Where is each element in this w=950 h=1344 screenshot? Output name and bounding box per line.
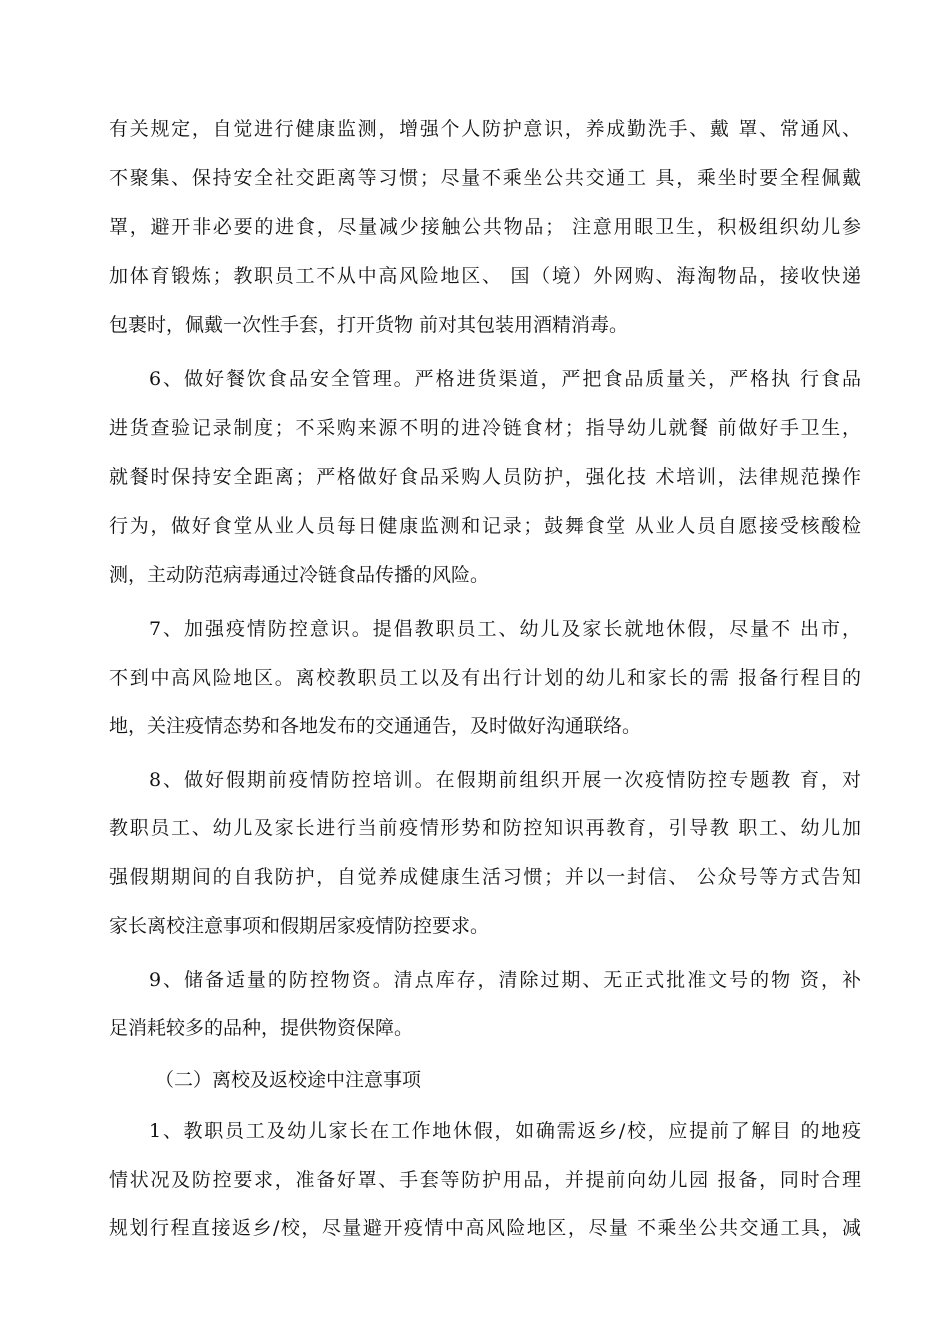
paragraph-start-line: 7、加强疫情防控意识。提倡教职员工、幼儿及家长就地休假，尽量不 出市，: [149, 618, 861, 640]
text-line: 罩，避开非必要的进食，尽量减少接触公共物品； 注意用眼卫生，积极组织幼儿参: [109, 216, 861, 238]
text-line: 行为，做好食堂从业人员每日健康监测和记录；鼓舞食堂 从业人员自愿接受核酸检: [109, 515, 861, 537]
text-line: 进货查验记录制度；不采购来源不明的进冷链食材；指导幼儿就餐 前做好手卫生，: [109, 417, 861, 439]
text-line: 测，主动防范病毒通过冷链食品传播的风险。: [109, 564, 490, 586]
text-line: 有关规定，自觉进行健康监测，增强个人防护意识，养成勤洗手、戴 罩、常通风、: [109, 118, 861, 140]
text-line: 地，关注疫情态势和各地发布的交通通告，及时做好沟通联络。: [109, 715, 642, 737]
section-heading: （二）离校及返校途中注意事项: [155, 1069, 422, 1091]
text-line: 包裹时，佩戴一次性手套，打开货物 前对其包装用酒精消毒。: [109, 314, 629, 336]
paragraph-start-line: 9、储备适量的防控物资。清点库存，清除过期、无正式批准文号的物 资，补: [149, 969, 861, 991]
text-line: 不到中高风险地区。离校教职员工以及有出行计划的幼儿和家长的需 报备行程目的: [109, 667, 861, 689]
text-line: 就餐时保持安全距离；严格做好食品采购人员防护，强化技 术培训，法律规范操作: [109, 466, 861, 488]
text-line: 家长离校注意事项和假期居家疫情防控要求。: [109, 915, 490, 937]
text-line: 情状况及防控要求，准备好罩、手套等防护用品，并提前向幼儿园 报备，同时合理: [109, 1169, 861, 1191]
paragraph-start-line: 8、做好假期前疫情防控培训。在假期前组织开展一次疫情防控专题教 育，对: [149, 769, 861, 791]
text-line: 加体育锻炼；教职员工不从中高风险地区、 国（境）外网购、海淘物品，接收快递: [109, 265, 861, 287]
text-line: 不聚集、保持安全社交距离等习惯；尽量不乘坐公共交通工 具，乘坐时要全程佩戴: [109, 167, 861, 189]
paragraph-start-line: 6、做好餐饮食品安全管理。严格进货渠道，严把食品质量关，严格执 行食品: [149, 368, 861, 390]
text-line: 规划行程直接返乡/校，尽量避开疫情中高风险地区，尽量 不乘坐公共交通工具，减: [109, 1217, 861, 1239]
text-line: 教职员工、幼儿及家长进行当前疫情形势和防控知识再教育，引导教 职工、幼儿加: [109, 817, 861, 839]
paragraph-start-line: 1、教职员工及幼儿家长在工作地休假，如确需返乡/校，应提前了解目 的地疫: [149, 1120, 861, 1142]
text-line: 强假期期间的自我防护，自觉养成健康生活习惯；并以一封信、 公众号等方式告知: [109, 866, 861, 888]
text-line: 足消耗较多的品种，提供物资保障。: [109, 1017, 414, 1039]
